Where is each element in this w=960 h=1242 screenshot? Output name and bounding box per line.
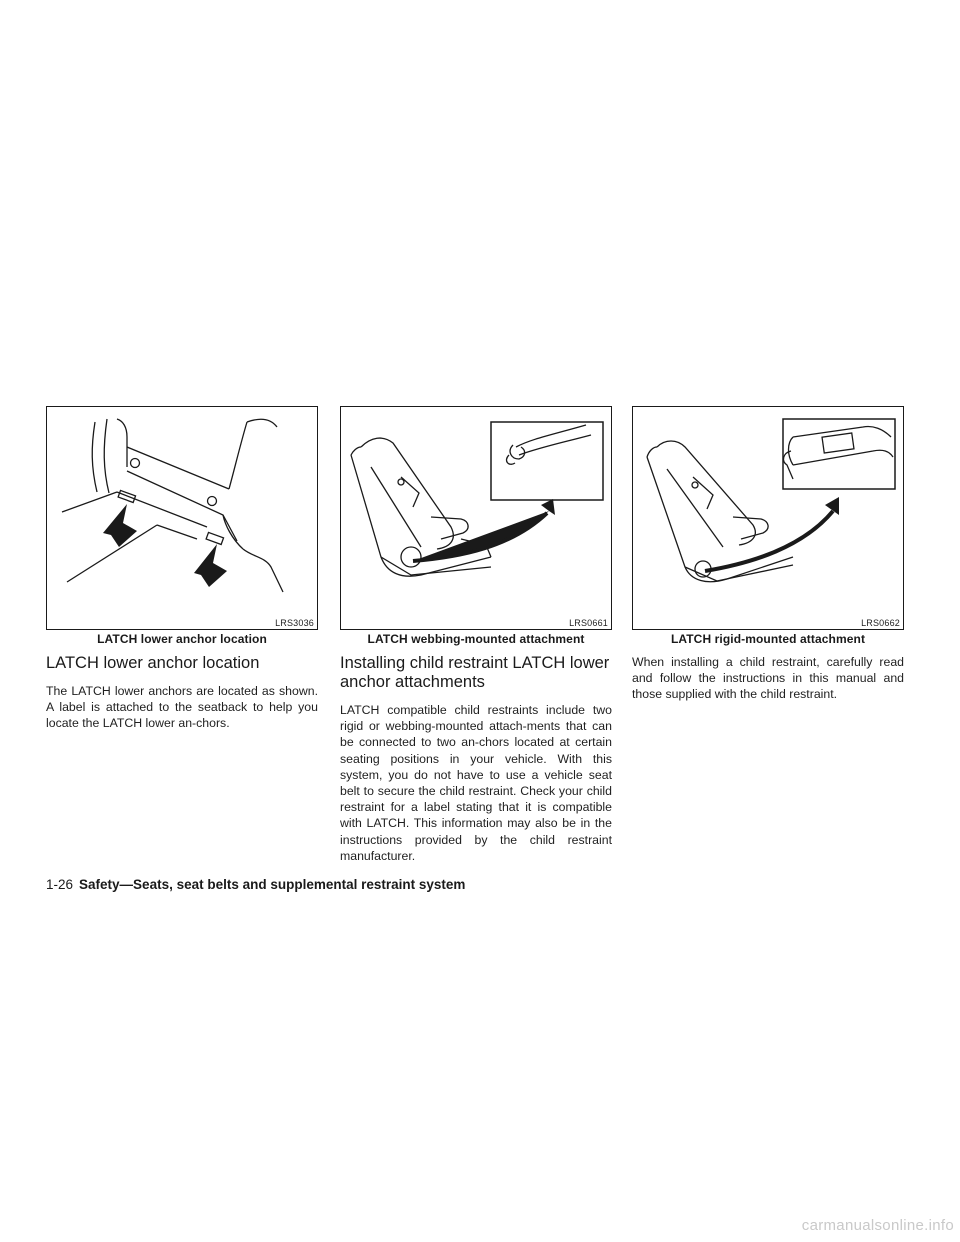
arrow-icon [194,544,227,587]
illustration-webbing-attachment [341,407,611,629]
section-heading: LATCH lower anchor location [46,654,260,672]
arrow-icon [413,499,555,561]
body-paragraph: The LATCH lower anchors are located as shown. A label is attached to the seatback to help you locate the LATCH lower an-chors. [46,684,318,731]
figure-lower-anchor-location [46,406,318,630]
figure-code: LRS0661 [569,618,608,628]
figure-caption: LATCH lower anchor location [97,632,267,646]
section-heading: Installing child restraint LATCH lower anchor attachments [340,654,610,691]
figure-webbing-mounted [340,406,612,630]
page-footer [46,877,465,892]
figure-code: LRS3036 [275,618,314,628]
figure-caption: LATCH webbing-mounted attachment [367,632,585,646]
page-number: 1-26 [46,877,74,892]
footer-section-title: Safety—Seats, seat belts and supplemental restraint system [79,877,466,892]
figure-rigid-mounted [632,406,904,630]
figure-code: LRS0662 [861,618,900,628]
column-3 [632,406,904,703]
column-2 [340,406,612,864]
illustration-rigid-attachment [633,407,903,629]
watermark: carmanualsonline.info [801,1217,954,1234]
body-paragraph: LATCH compatible child restraints include two rigid or webbing-mounted attach-ments that can be connected to two an-chors located at certain seating positions in your vehicle. With this system, you do not have to use a vehicle seat belt to secure the child restraint. Check your child restraint for a label stating that it is compatible with LATCH. This information may also be in the instructions provided by the child restraint manufacturer. [340,703,612,863]
figure-caption: LATCH rigid-mounted attachment [670,632,866,646]
illustration-seat-anchors [47,407,317,629]
column-1 [46,406,318,732]
body-paragraph: When installing a child restraint, carefully read and follow the instructions in this manual and those supplied with the child restraint. [632,655,904,702]
